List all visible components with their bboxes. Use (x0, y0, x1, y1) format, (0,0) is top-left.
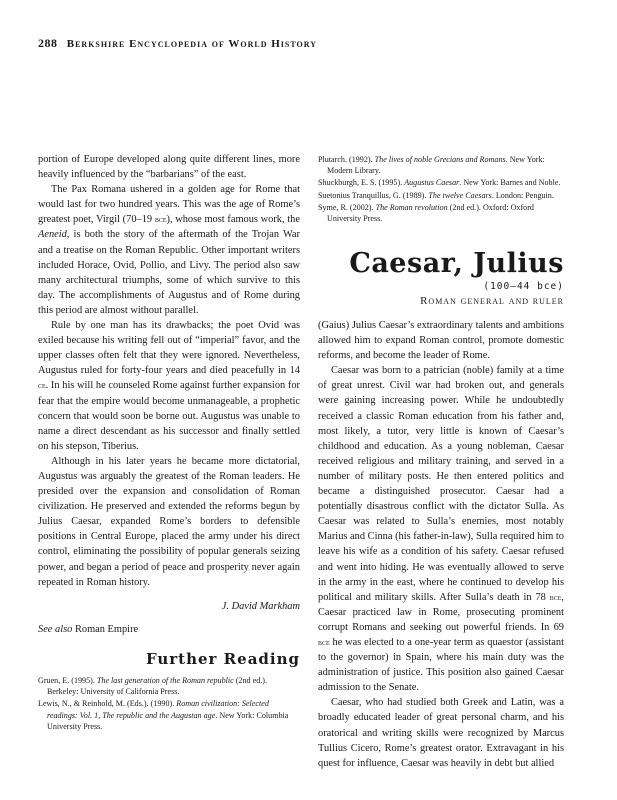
see-also-link[interactable]: Roman Empire (72, 623, 139, 635)
running-header (38, 36, 317, 51)
reference-list (38, 675, 300, 733)
reference: Suetonius Tranquillus, G. (1989). The twelve Caesars. London: Penguin. (318, 190, 554, 200)
article-title: Caesar, Julius (349, 248, 564, 279)
reference: Gruen, E. (1995). The last generation of the Roman republic (2nd ed.). Berkeley: University of California Press. (38, 676, 267, 697)
work-title: Aeneid (38, 229, 67, 241)
article-dates: (100–44 bce) (483, 281, 564, 292)
paragraph: Rule by one man has its drawbacks; the poet Ovid was exiled because his writing fell out of “imperial” favor, and the upper classes often felt that they were ignored. Nevertheless, Augustus ruled for forty-four years and died peacefully in 14 ce. In his will he counseled Rome against further expansion for fear that the empire would become unmanageable, a prophetic concern that would soon be borne out. Augustus was unable to name a direct descendant as his successor and finally settled on his stepson, Tiberius. (38, 320, 300, 452)
paragraph: (Gaius) Julius Caesar’s extraordinary talents and ambitions allowed him to expand Roman control, promote domestic reforms, and become the leader of Rome. (318, 320, 564, 362)
see-also: See also Roman Empire (38, 623, 139, 635)
running-title: Berkshire Encyclopedia of World History (66, 38, 318, 50)
paragraph: Caesar, who had studied both Greek and Latin, was a broadly educated leader of great personal charm, and his oratorical and writing skills were recognized by Marcus Tullius Cicero, Rome’s greatest orator. Extravagant in his quest for influence, Caesar was heavily in debt but allied (318, 697, 564, 769)
article-subtitle: Roman general and ruler (420, 295, 564, 307)
reference: Syme, R. (2002). The Roman revolution (2nd ed.). Oxford: Oxford University Press. (318, 202, 534, 224)
page-number: 288 (38, 36, 58, 50)
author-signature: J. David Markham (221, 600, 300, 612)
reference: Lewis, N., & Reinhold, M. (Eds.). (1990). Roman civilization: Selected readings: Vol. 1, The republic and the Augustan age. New York: Columbia University Press. (38, 699, 289, 731)
reference: Shuckburgh, E. S. (1995). Augustus Caesar. New York: Barnes and Noble. (318, 178, 561, 188)
paragraph: The Pax Romana ushered in a golden age for Rome that would last for two hundred years. This was the age of Rome’s greatest poet, Virgil (70–19 bce), whose most famous work, the Aeneid, is both the story of the aftermath of the Trojan War and a treatise on the Roman Republic. Other important writers included Horace, Ovid, Pollio, and Livy. The period also saw many architectural triumphs, some of which survive to this day. The accomplishments of Augustus and of Rome during this period are almost without parallel. (38, 184, 300, 316)
left-column (38, 152, 300, 637)
reference-list (318, 154, 564, 225)
paragraph: Caesar was born to a patrician (noble) family at a time of great unrest. Civil war had broken out, and generals were gaining increasing power. While he undoubtedly received a classic Roman education from his father and, most likely, a tutor, very little is known of Caesar’s childhood and education. As a young nobleman, Caesar received religious and military training, and served in a number of military posts. He then entered politics and became a distinguished prosecutor. Caesar had a potentially disastrous conflict with the dictator Sulla. As Caesar was related to Sulla’s enemies, most notably Marius and Cinna (his father-in-law), Sulla required him to leave his wife as a condition of his safety. Caesar refused and went into hiding. He was eventually allowed to serve in the army in the east, where he continued to develop his political and military skills. After Sulla’s death in 78 bce, Caesar practiced law in Rome, prosecuting prominent corrupt Romans and seeking out powerful friends. In 69 bce he was elected to a one-year term as quaestor (assistant to the governor) in Spain, where his main duty was the administration of justice. This position also gained Caesar admission to the Senate. (318, 365, 564, 694)
right-column (318, 318, 564, 771)
reference: Plutarch. (1992). The lives of noble Grecians and Romans. New York: Modern Library. (318, 155, 545, 176)
paragraph: Although in his later years he became more dictatorial, Augustus was arguably the greatest of the Roman leaders. He presided over the expansion and consolidation of Roman civilization. He preserved and extended the reforms begun by Julius Caesar, expanded Rome’s borders to defensible positions in Central Europe, placed the army under his direct control, eliminating the possibility of popular generals seizing power, and began a period of peace and prosperity never again repeated in Roman history. (38, 455, 300, 588)
further-reading-heading: Further Reading (145, 650, 300, 668)
paragraph: portion of Europe developed along quite different lines, more heavily influenced by the “barbarians” of the east. (38, 154, 300, 181)
